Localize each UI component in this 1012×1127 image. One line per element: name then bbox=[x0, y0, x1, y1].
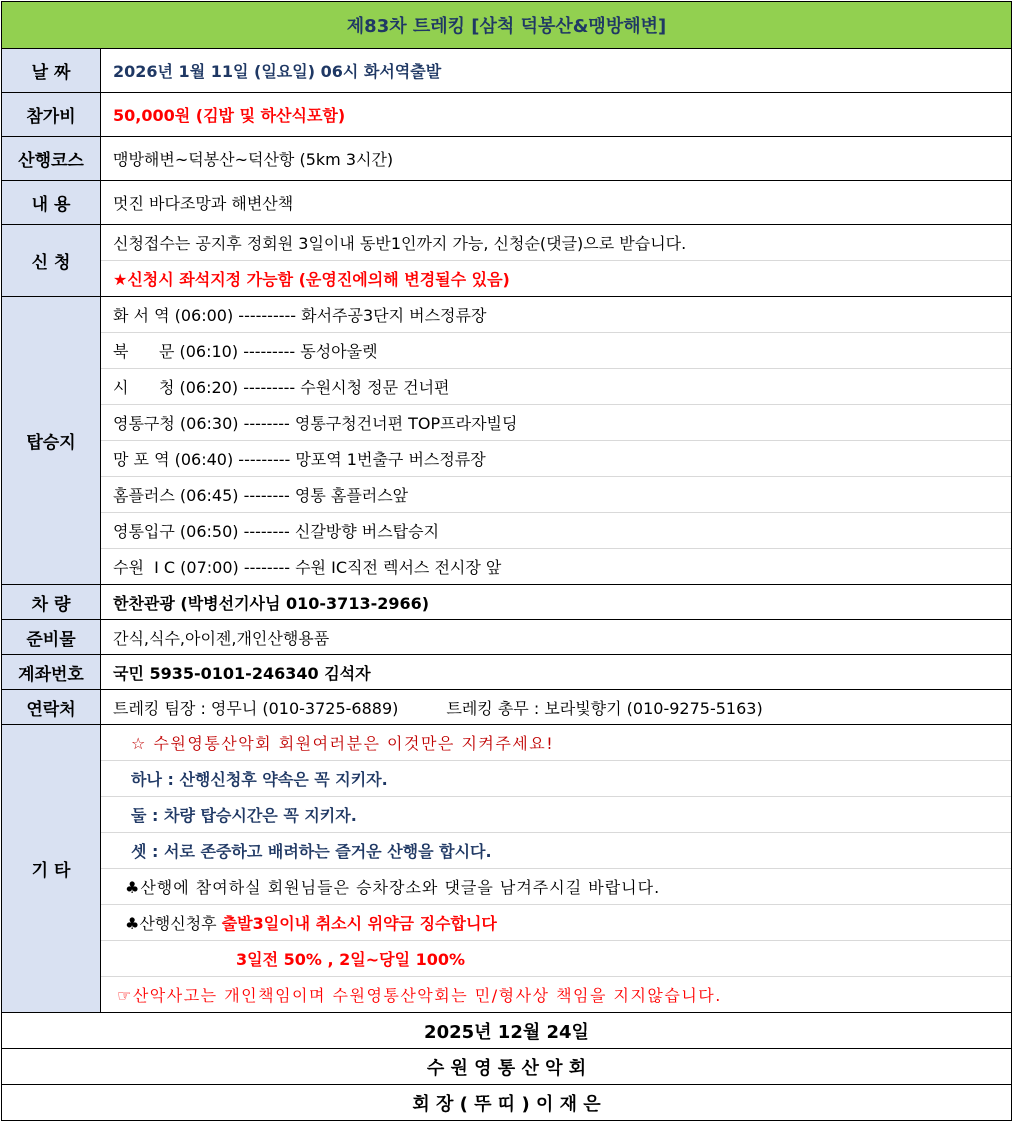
account-value: 국민 5935-0101-246340 김석자 bbox=[101, 655, 1012, 690]
course-row bbox=[2, 137, 1012, 181]
footer-date-row bbox=[2, 1013, 1012, 1049]
fee-value: 50,000원 (김밥 및 하산식포함) bbox=[101, 93, 1012, 137]
course-label: 산행코스 bbox=[2, 137, 101, 181]
account-label: 계좌번호 bbox=[2, 655, 101, 690]
account-row bbox=[2, 655, 1012, 690]
notice-table bbox=[1, 1, 1012, 1121]
notice-title: 제83차 트레킹 [삼척 덕봉산&맹방해변] bbox=[2, 2, 1012, 49]
footer-org: 수 원 영 통 산 악 회 bbox=[2, 1049, 1012, 1085]
fee-label: 참가비 bbox=[2, 93, 101, 137]
contact-value bbox=[101, 690, 1012, 725]
etc-rule-3: 셋 : 서로 존중하고 배려하는 즐거운 산행을 합시다. bbox=[101, 833, 1012, 869]
course-value: 맹방해변~덕봉산~덕산항 (5km 3시간) bbox=[101, 137, 1012, 181]
etc-disclaimer: ☞산악사고는 개인책임이며 수원영통산악회는 민/형사상 책임을 지지않습니다. bbox=[101, 977, 1012, 1013]
date-label: 날 짜 bbox=[2, 49, 101, 93]
etc-note-2-prefix: ♣산행신청후 bbox=[125, 914, 222, 933]
apply-row bbox=[2, 225, 1012, 261]
stop-item: 시 청 (06:20) --------- 수원시청 정문 건너편 bbox=[101, 369, 1012, 405]
prep-label: 준비물 bbox=[2, 620, 101, 655]
etc-notice-heading: ☆ 수원영통산악회 회원여러분은 이것만은 지켜주세요! bbox=[101, 725, 1012, 761]
etc-penalty: 3일전 50% , 2일~당일 100% bbox=[101, 941, 1012, 977]
contact-manager: 트레킹 총무 : 보라빛향기 (010-9275-5163) bbox=[446, 698, 763, 718]
vehicle-label: 차 량 bbox=[2, 585, 101, 620]
footer-date: 2025년 12월 24일 bbox=[2, 1013, 1012, 1049]
stops-label: 탑승지 bbox=[2, 297, 101, 585]
apply-line-2: ★신청시 좌석지정 가능함 (운영진에의해 변경될수 있음) bbox=[101, 261, 1012, 297]
footer-org-row bbox=[2, 1049, 1012, 1085]
date-value: 2026년 1월 11일 (일요일) 06시 화서역출발 bbox=[101, 49, 1012, 93]
content-row bbox=[2, 181, 1012, 225]
stop-item: 수원 I C (07:00) -------- 수원 IC직전 렉서스 전시장 앞 bbox=[101, 549, 1012, 585]
etc-note-1: ♣산행에 참여하실 회원님들은 승차장소와 댓글을 남겨주시길 바랍니다. bbox=[101, 869, 1012, 905]
vehicle-value: 한찬관광 (박병선기사님 010-3713-2966) bbox=[101, 585, 1012, 620]
contact-leader: 트레킹 팀장 : 영무니 (010-3725-6889) bbox=[113, 698, 399, 718]
etc-note-2-warning: 출발3일이내 취소시 위약금 징수합니다 bbox=[221, 914, 497, 933]
stop-item: 망 포 역 (06:40) --------- 망포역 1번출구 버스정류장 bbox=[101, 441, 1012, 477]
footer-chair: 회 장 ( 뚜 띠 ) 이 재 은 bbox=[2, 1085, 1012, 1121]
vehicle-row bbox=[2, 585, 1012, 620]
apply-label: 신 청 bbox=[2, 225, 101, 297]
etc-rule-1: 하나 : 산행신청후 약속은 꼭 지키자. bbox=[101, 761, 1012, 797]
fee-row bbox=[2, 93, 1012, 137]
stop-item: 홈플러스 (06:45) -------- 영통 홈플러스앞 bbox=[101, 477, 1012, 513]
etc-row bbox=[2, 725, 1012, 761]
etc-note-2 bbox=[101, 905, 1012, 941]
etc-label: 기 타 bbox=[2, 725, 101, 1013]
etc-rule-2: 둘 : 차량 탑승시간은 꼭 지키자. bbox=[101, 797, 1012, 833]
stop-item: 영통입구 (06:50) -------- 신갈방향 버스탑승지 bbox=[101, 513, 1012, 549]
contact-row bbox=[2, 690, 1012, 725]
prep-value: 간식,식수,아이젠,개인산행용품 bbox=[101, 620, 1012, 655]
contact-label: 연락처 bbox=[2, 690, 101, 725]
date-row bbox=[2, 49, 1012, 93]
content-value: 멋진 바다조망과 해변산책 bbox=[101, 181, 1012, 225]
content-label: 내 용 bbox=[2, 181, 101, 225]
stop-item: 북 문 (06:10) --------- 동성아울렛 bbox=[101, 333, 1012, 369]
stop-item: 화 서 역 (06:00) ---------- 화서주공3단지 버스정류장 bbox=[101, 297, 1012, 333]
apply-line-1: 신청접수는 공지후 정회원 3일이내 동반1인까지 가능, 신청순(댓글)으로 받습니다. bbox=[101, 225, 1012, 261]
stop-item: 영통구청 (06:30) -------- 영통구청건너편 TOP프라자빌딩 bbox=[101, 405, 1012, 441]
footer-chair-row bbox=[2, 1085, 1012, 1121]
stops-row bbox=[2, 297, 1012, 333]
prep-row bbox=[2, 620, 1012, 655]
